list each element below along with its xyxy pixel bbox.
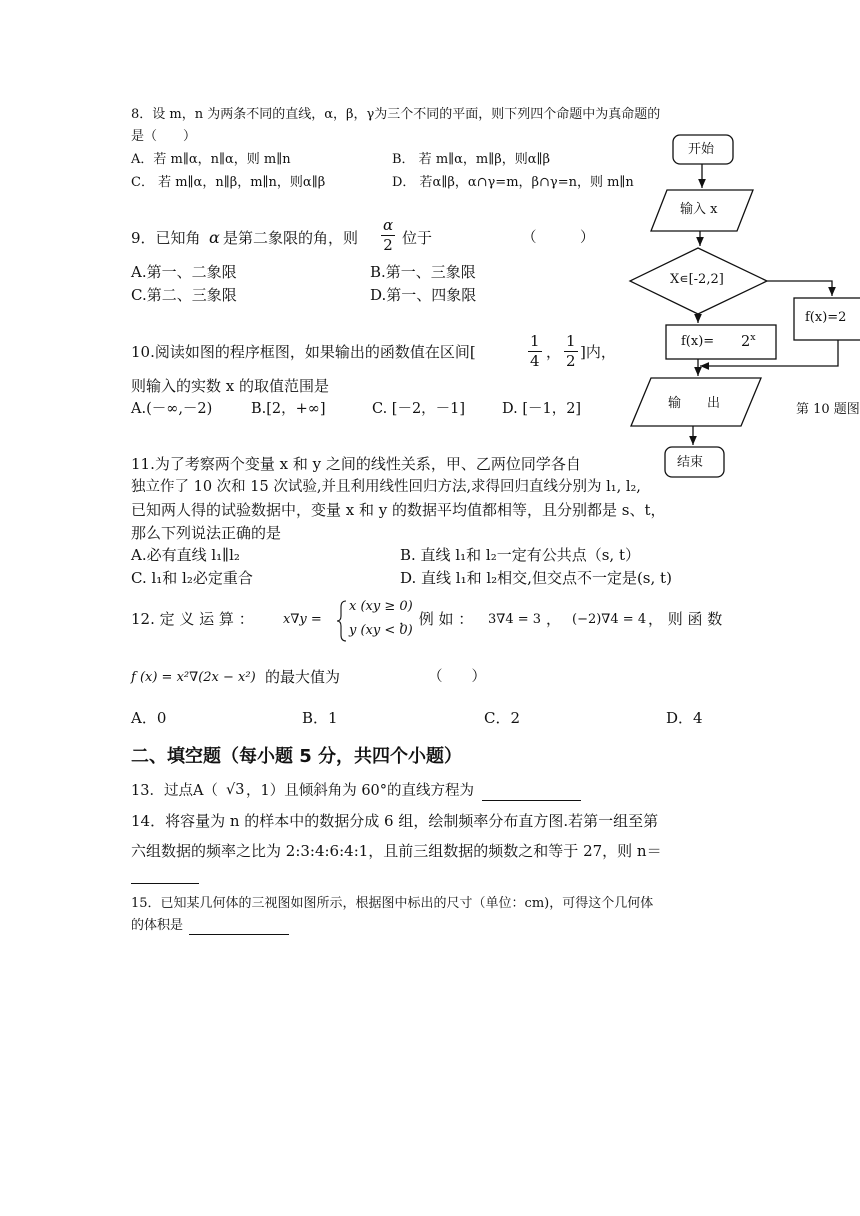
q8-option-c: C． 若 m∥α，n∥β，m∥n，则α∥β: [131, 175, 326, 190]
q12-pre: 12. 定 义 运 算 ：: [131, 610, 254, 628]
q12-example2: (−2)∇4 = 4: [572, 612, 647, 627]
q12-option-b: B．1: [302, 709, 338, 727]
q15-line1: 15．已知某几何体的三视图如图所示，根据图中标出的尺寸（单位：cm)，可得这个几何体: [131, 896, 654, 911]
q13-answer-blank[interactable]: [482, 800, 581, 801]
q9-option-d: D.第一、四象限: [370, 286, 477, 304]
flowchart-right-label: f(x)=2: [805, 310, 847, 325]
flowchart-decision-label: X∊[-2,2]: [670, 272, 724, 287]
q13-post: ，1）且倾斜角为 60°的直线方程为: [246, 783, 475, 799]
q12-brace: [336, 599, 348, 643]
q10-fraction-lower-num: 1: [530, 332, 540, 350]
q8-option-d: D． 若α∥β，α∩γ=m，β∩γ=n，则 m∥n: [392, 175, 634, 190]
q9-answer-paren: （ ）: [522, 230, 595, 246]
q12-option-d: D．4: [666, 709, 703, 727]
q10-comma: ，: [546, 343, 562, 361]
q8-stem-line2: 是（ ）: [131, 129, 197, 144]
q12-function-post: 的最大值为: [265, 668, 341, 686]
q11-line3: 已知两人得的试验数据中，变量 x 和 y 的数据平均值都相等，且分别都是 s、t，: [131, 501, 666, 519]
q9-stem-post: 位于: [402, 229, 433, 247]
q10-option-b: B.[2，+∞]: [251, 401, 326, 417]
flowchart-left-exp-base: 2: [741, 333, 751, 350]
q14-answer-blank[interactable]: [131, 883, 199, 884]
flowchart-end-label: 结束: [677, 455, 704, 470]
q8-stem-line1: 8．设 m，n 为两条不同的直线，α，β，γ为三个不同的平面，则下列四个命题中为真命题的: [131, 107, 661, 122]
q11-option-b: B. 直线 l₁和 l₂一定有公共点（s, t）: [400, 546, 640, 564]
q12-option-a: A．0: [131, 709, 167, 727]
q9-option-b: B.第一、三象限: [370, 263, 476, 281]
q8-option-a: A．若 m∥α，n∥α，则 m∥n: [131, 152, 291, 167]
flowchart-start-label: 开始: [688, 142, 715, 157]
q12-example1: 3∇4 = 3: [488, 612, 542, 627]
q11-option-c: C. l₁和 l₂必定重合: [131, 569, 253, 587]
flowchart-output-label: 输 出: [668, 396, 721, 411]
q13-sqrt: √3: [226, 782, 245, 798]
q10-option-c: C. [－2，－1]: [372, 401, 466, 417]
q9-fraction-numerator: α: [383, 216, 394, 234]
q12-sep: ，: [546, 610, 562, 628]
q13-pre: 13．过点A（: [131, 783, 218, 799]
q10-stem-pre: 10.阅读如图的程序框图，如果输出的函数值在区间[: [131, 343, 476, 361]
q12-definition-lhs: x∇y =: [283, 612, 322, 627]
q12-function: f (x) = x²∇(2x − x²): [131, 670, 256, 685]
flowchart-input-label: 输入 x: [680, 202, 718, 217]
q15-answer-blank[interactable]: [189, 934, 289, 935]
q10-option-d: D. [－1，2]: [502, 401, 582, 417]
q11-line1: 11.为了考察两个变量 x 和 y 之间的线性关系，甲、乙两位同学各自: [131, 455, 581, 473]
flowchart-left-exponent-base: [741, 333, 756, 351]
q12-case1: x (xy ≥ 0): [349, 599, 413, 614]
flowchart-left-exp-sup: x: [750, 332, 756, 343]
q14-line2: 六组数据的频率之比为 2:3:4:6:4:1，且前三组数据的频数之和等于 27，则 n＝: [131, 842, 662, 860]
q9-option-c: C.第二、三象限: [131, 286, 237, 304]
q10-fraction-upper-num: 1: [566, 332, 576, 350]
q12-post: ， 则 函 数: [648, 610, 723, 628]
flowchart-left-label: f(x)=: [681, 334, 715, 349]
q15-line2: 的体积是: [131, 918, 184, 933]
q12-mid: ， 例 如 ：: [399, 610, 474, 628]
q11-option-a: A.必有直线 l₁∥l₂: [131, 546, 240, 564]
q10-stem-line2: 则输入的实数 x 的取值范围是: [131, 377, 329, 395]
q11-line2: 独立作了 10 次和 15 次试验,并且利用线性回归方法,求得回归直线分别为 l₁, l₂,: [131, 479, 641, 495]
section-heading-fill-in: 二、填空题（每小题 5 分，共四个小题）: [131, 746, 463, 767]
q11-line4: 那么下列说法正确的是: [131, 524, 282, 542]
flowchart-arrow-decision-right: [767, 281, 832, 296]
flowchart-caption: 第 10 题图: [796, 402, 860, 417]
q10-option-a: A.(－∞,－2): [131, 401, 213, 417]
q12-option-c: C．2: [484, 709, 521, 727]
q10-stem-post: ]内，: [580, 343, 616, 361]
q10-fraction-upper-den: 2: [566, 352, 576, 370]
q9-fraction-denominator: 2: [383, 236, 393, 254]
q14-line1: 14．将容量为 n 的样本中的数据分成 6 组，绘制频率分布直方图.若第一组至第: [131, 812, 659, 830]
q12-case2: y (xy < 0): [349, 623, 413, 638]
q9-stem-mid: 是第二象限的角，则: [223, 229, 359, 247]
q8-option-b: B． 若 m∥α，m∥β，则α∥β: [392, 152, 551, 167]
q10-fraction-lower-den: 4: [530, 352, 540, 370]
q9-stem-pre: 9．已知角: [131, 229, 201, 247]
flowchart-arrow-right-merge: [700, 340, 838, 366]
q11-option-d: D. 直线 l₁和 l₂相交,但交点不一定是(s, t): [400, 569, 672, 587]
q9-alpha: α: [209, 228, 220, 247]
q12-answer-paren: （ ）: [428, 669, 486, 685]
q9-option-a: A.第一、二象限: [131, 263, 237, 281]
